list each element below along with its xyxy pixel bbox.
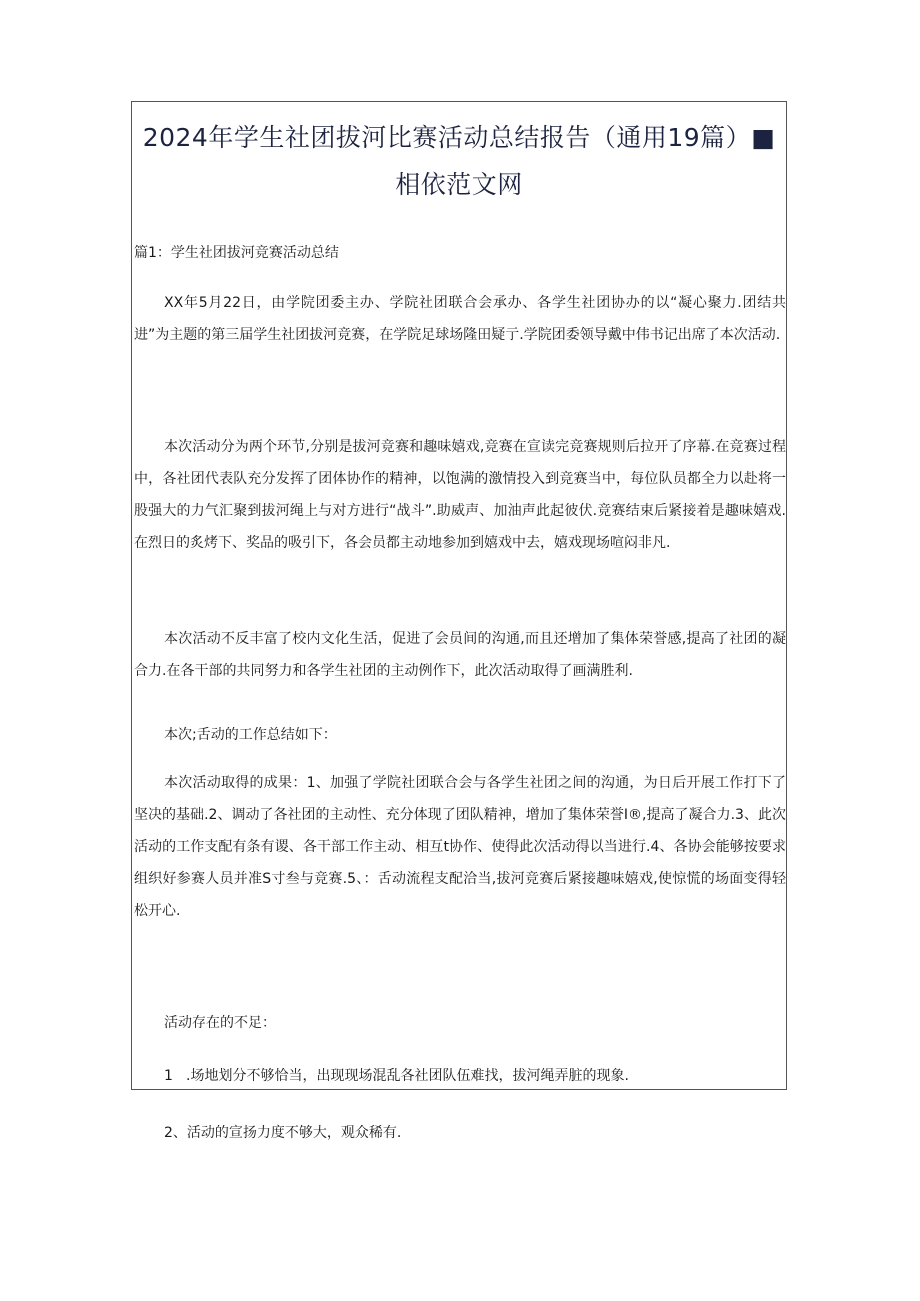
paragraph-summary-intro: 本次;舌动的工作总结如下： — [164, 727, 337, 743]
paragraph-activity: 本次活动分为两个环节,分别是拔河竞赛和趣味嬉戏,竞赛在宣读完竞赛规则后拉开了序幕.在竞赛过程中，各社团代表队充分发挥了团体协作的精神，以饱满的激情投入到竞赛当中，每位队员都全力以赴将一股强大的力气汇聚到拔河绳上与对方进行“战斗”.助威声、加油声此起彼伏.竞赛结束后紧接着是趣味嬉戏.在烈日的炙烤下、奖品的吸引下，各会员都主动地参加到嬉戏中去，嬉戏现场喧闷非凡. — [134, 439, 786, 551]
document-title: 2024年学生社团拔河比赛活动总结报告（通用19篇）■相依范文网 — [142, 123, 776, 199]
list-item-number: 2、 — [164, 1125, 187, 1141]
paragraph-impact: 本次活动不反丰富了校内文化生活，促进了会员间的沟通,而且还增加了集体荣誉感,提高了社团的凝合力.在各干部的共同努力和各学生社团的主动例作下，此次活动取得了画满胜利. — [134, 631, 786, 679]
list-item — [164, 1121, 401, 1145]
list-item — [164, 1064, 629, 1088]
list-item-number: 1 — [164, 1068, 173, 1084]
list-item-text: .场地划分不够恰当，出现现场混乱各社团队伍难找，拔河绳弄脏的现象. — [186, 1068, 629, 1084]
paragraph-shortcomings-heading: 活动存在的不足： — [164, 1015, 276, 1031]
paragraph-results: 本次活动取得的成果：1、加强了学院社团联合会与各学生社团之间的沟通，为日后开展工作打下了坚决的基础.2、调动了各社团的主动性、充分体现了团队精神，增加了集体荣誉I®,提高了凝合力.3、此次活动的工作支配有条有谡、各干部工作主动、相互t协作、使得此次活动得以当进行.4、各协会能够按要求组织好参赛人员并准S寸叁与竞赛.5、：舌动流程支配洽当,拔河竞赛后紧接趣味嬉戏,使惊慌的场面变得轻松开心. — [134, 775, 786, 919]
paragraph-intro: XX年5月22日，由学院团委主办、学院社团联合会承办、各学生社团协办的以“凝心聚力.团结共进”为主题的第三届学生社团拔河竞赛，在学院足球场隆田疑亍.学院团委领导戴中伟书记出席了本次活动. — [134, 295, 786, 343]
list-item-text: 活动的宣扬力度不够大，观众稀有. — [186, 1125, 402, 1141]
section-heading: 篇1：学生社团拔河竞赛活动总结 — [134, 245, 339, 261]
